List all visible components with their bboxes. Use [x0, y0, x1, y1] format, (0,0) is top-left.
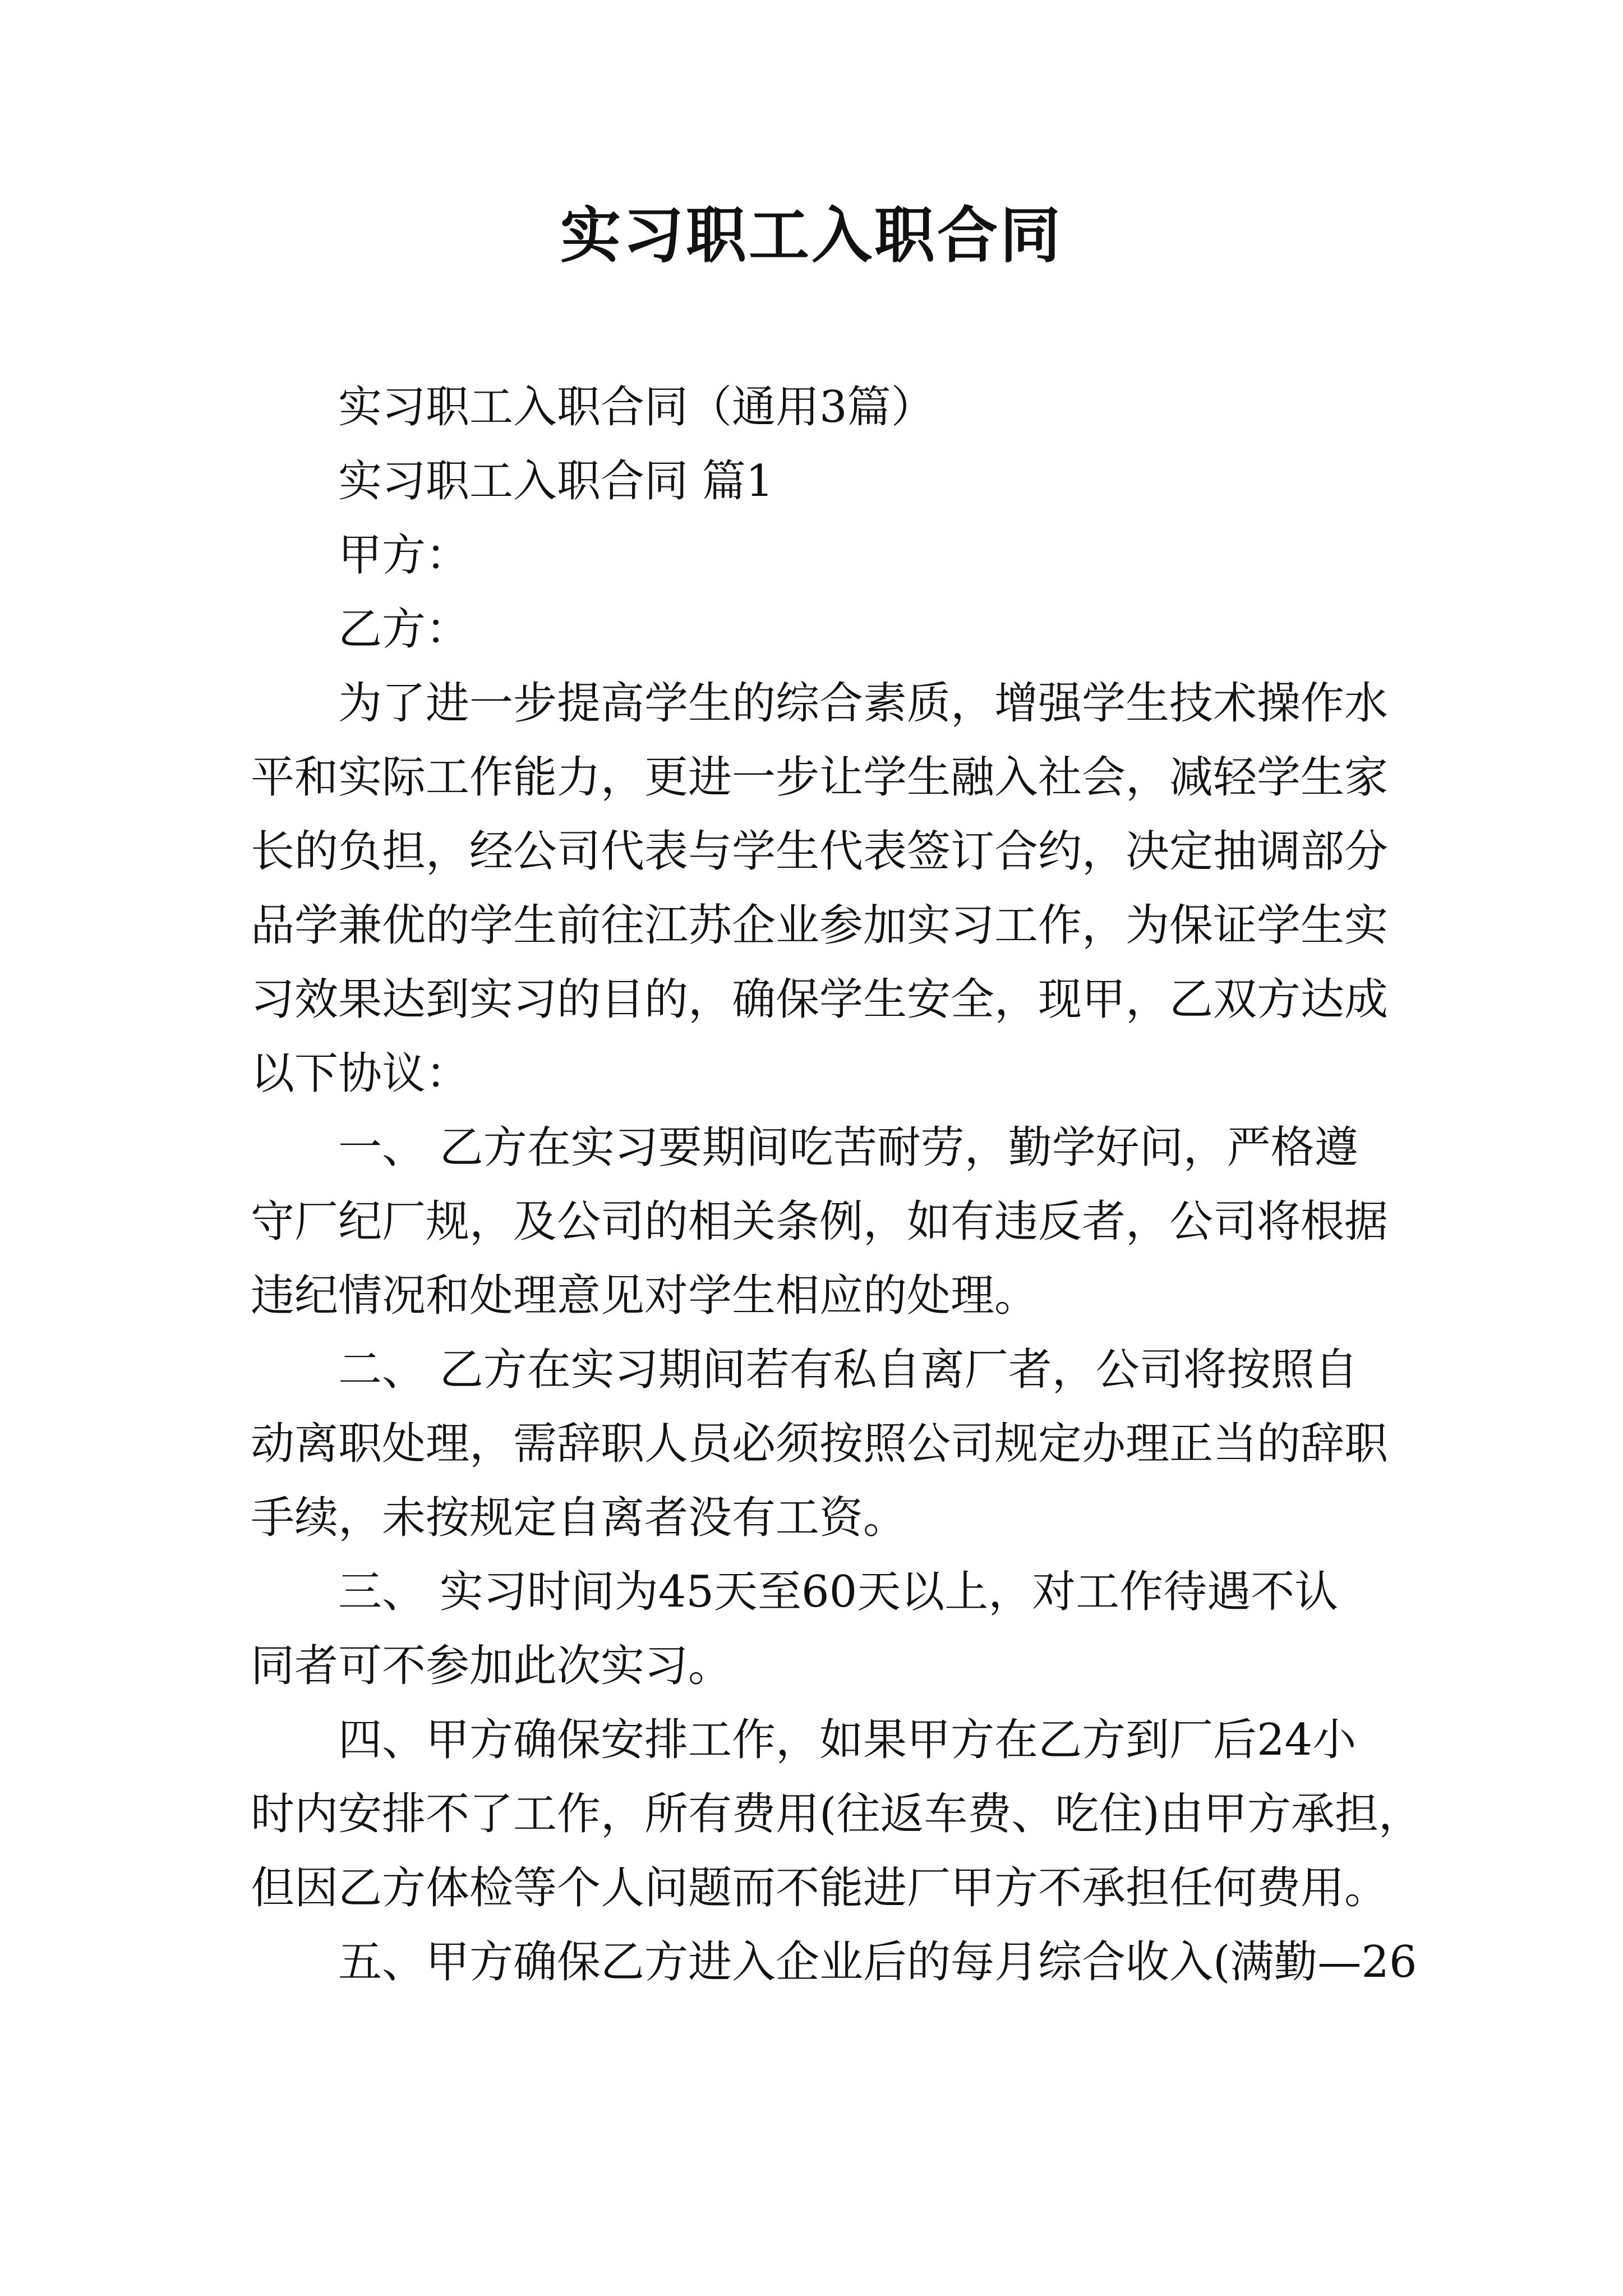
clause-2-paragraph	[251, 1333, 1389, 1555]
paragraph-line: 五、甲方确保乙方进入企业后的每月综合收入(满勤—26	[338, 1937, 1417, 1987]
paragraph-line: 品学兼优的学生前往江苏企业参加实习工作，为保证学生实	[251, 900, 1389, 951]
party-b-label: 乙方：	[338, 604, 470, 655]
clause-3-paragraph	[251, 1555, 1389, 1703]
paragraph-line: 三、 实习时间为45天至60天以上，对工作待遇不认	[338, 1567, 1339, 1617]
paragraph-line: 为了进一步提高学生的综合素质，增强学生技术操作水	[338, 678, 1389, 729]
party-a-label: 甲方：	[338, 530, 470, 581]
document-subtitle: 实习职工入职合同（通用3篇）	[338, 382, 935, 432]
paragraph-line: 守厂纪厂规，及公司的相关条例，如有违反者，公司将根据	[251, 1197, 1389, 1247]
paragraph-line: 动离职处理，需辞职人员必须按照公司规定办理正当的辞职	[251, 1419, 1389, 1469]
paragraph-line: 以下协议：	[251, 1048, 470, 1099]
paragraph-line: 时内安排不了工作，所有费用(往返车费、吃住)由甲方承担，	[251, 1789, 1422, 1839]
paragraph-line: 同者可不参加此次实习。	[251, 1641, 732, 1691]
paragraph-line: 习效果达到实习的目的，确保学生安全，现甲，乙双方达成	[251, 974, 1389, 1025]
section-heading: 实习职工入职合同 篇1	[338, 456, 774, 507]
paragraph-line: 但因乙方体检等个人问题而不能进厂甲方不承担任何费用。	[251, 1863, 1389, 1913]
clause-4-paragraph	[251, 1703, 1422, 1925]
paragraph-line: 二、 乙方在实习期间若有私自离厂者，公司将按照自	[338, 1345, 1358, 1395]
preamble-paragraph	[251, 666, 1389, 1111]
paragraph-line: 平和实际工作能力，更进一步让学生融入社会，减轻学生家	[251, 752, 1389, 803]
document-body	[251, 370, 1422, 1999]
document-title: 实习职工入职合同	[560, 200, 1063, 271]
paragraph-line: 一、 乙方在实习要期间吃苦耐劳，勤学好问，严格遵	[338, 1122, 1358, 1173]
clause-1-paragraph	[251, 1111, 1389, 1333]
paragraph-line: 手续，未按规定自离者没有工资。	[251, 1493, 907, 1543]
paragraph-line: 长的负担，经公司代表与学生代表签订合约，决定抽调部分	[251, 826, 1389, 877]
clause-5-paragraph	[251, 1925, 1417, 1999]
paragraph-line: 违纪情况和处理意见对学生相应的处理。	[251, 1271, 1039, 1321]
paragraph-line: 四、甲方确保安排工作，如果甲方在乙方到厂后24小	[338, 1715, 1357, 1765]
